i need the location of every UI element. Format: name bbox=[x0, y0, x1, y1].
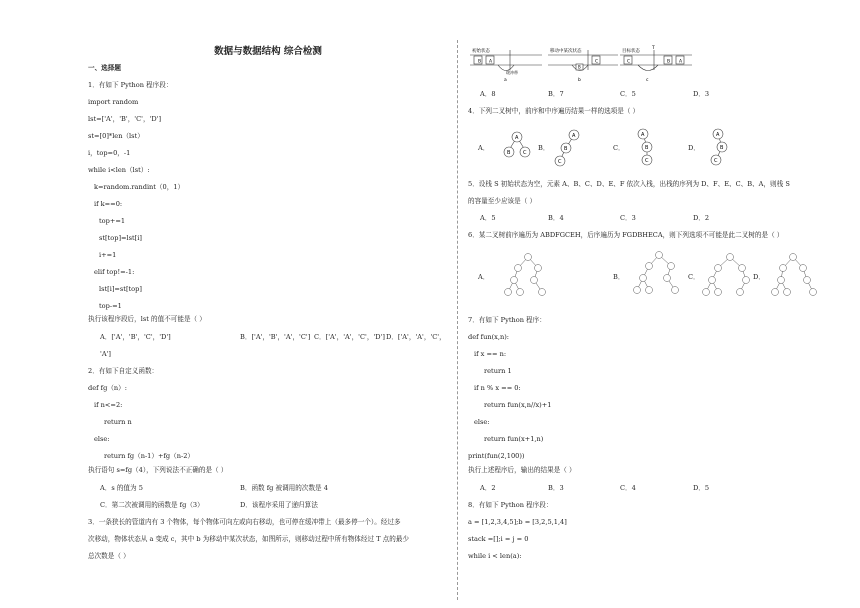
q4-option-a-label: A． bbox=[478, 144, 490, 152]
q2-option-b[interactable]: B．函数 fg 被调用的次数是 4 bbox=[240, 484, 328, 492]
q1-code-line: elif top!=-1: bbox=[94, 268, 135, 276]
buffer-label: 缓冲带 bbox=[506, 70, 518, 75]
q7-option-c[interactable]: C．4 bbox=[620, 484, 636, 492]
q4-option-d-label: D． bbox=[688, 144, 700, 152]
q7-code-line: if x == n: bbox=[474, 350, 507, 358]
q6-option-a-label: A． bbox=[478, 273, 490, 281]
pipe-diagram bbox=[468, 0, 828, 82]
q6-tree-b bbox=[621, 250, 691, 302]
pipe-label-c: 目标状态 bbox=[622, 49, 640, 54]
svg-text:C: C bbox=[645, 158, 649, 164]
q2-code-line: return fg（n-1）+fg（n-2） bbox=[104, 452, 195, 460]
q5-option-b[interactable]: B．4 bbox=[548, 214, 564, 222]
q4-tree-a bbox=[486, 128, 546, 164]
q5-option-a[interactable]: A．5 bbox=[480, 214, 496, 222]
q6-tree-d bbox=[763, 252, 825, 304]
q2-option-d[interactable]: D．该程序采用了递归算法 bbox=[240, 501, 318, 509]
q5-stem-line: 5．设栈 S 初始状态为空，元素 A、B、C、D、E、F 依次入栈，出栈的序列为 D、F、E、C、B、A，则栈 S bbox=[468, 180, 790, 188]
pipe-box-label: C bbox=[627, 59, 631, 65]
q2-code-line: return n bbox=[104, 418, 132, 426]
q1-option-d-cont: 'A'] bbox=[100, 350, 111, 358]
q2-code-line: else: bbox=[94, 435, 110, 443]
q3-option-c[interactable]: C．5 bbox=[620, 90, 636, 98]
q3-option-a[interactable]: A．8 bbox=[480, 90, 496, 98]
q7-stem: 7．有如下 Python 程序： bbox=[468, 316, 546, 324]
svg-text:A: A bbox=[572, 133, 576, 139]
q1-option-a[interactable]: A．['A'，'B'，'C'，'D'] bbox=[100, 333, 171, 341]
q4-stem: 4．下列二叉树中，前序和中序遍历结果一样的选项是（ ） bbox=[468, 107, 640, 115]
pipe-label-b: 移动中某次状态 bbox=[550, 49, 582, 54]
q1-code-line: if k==0: bbox=[94, 200, 123, 208]
svg-text:C: C bbox=[714, 158, 718, 164]
q1-code-line: st[top]=lst[i] bbox=[99, 234, 142, 242]
svg-text:B: B bbox=[645, 145, 649, 151]
q7-option-a[interactable]: A．2 bbox=[480, 484, 496, 492]
q6-tree-a bbox=[496, 252, 566, 304]
q7-question: 执行上述程序后，输出的结果是（ ） bbox=[468, 466, 576, 474]
pipe-caption-b: b bbox=[578, 78, 581, 82]
svg-text:A: A bbox=[716, 132, 720, 138]
q8-stem: 8．有如下 Python 程序段： bbox=[468, 501, 553, 509]
q4-option-c-label: C． bbox=[613, 144, 625, 152]
document-title: 数据与数据结构 综合检测 bbox=[214, 46, 322, 57]
q1-stem: 1．有如下 Python 程序段： bbox=[88, 81, 173, 89]
q5-stem-line: 的容量至少应该是（ ） bbox=[468, 197, 537, 205]
q5-option-d[interactable]: D．2 bbox=[693, 214, 710, 222]
q8-code-line: while i < len(a): bbox=[468, 552, 522, 560]
q2-stem: 2．有如下自定义函数： bbox=[88, 367, 159, 375]
q6-tree-c bbox=[696, 252, 760, 304]
q4-tree-b bbox=[546, 128, 596, 170]
q1-option-b[interactable]: B．['A'，'B'，'A'，'C'] bbox=[240, 333, 311, 341]
pipe-box-label: A bbox=[489, 59, 493, 65]
svg-text:A: A bbox=[515, 135, 519, 141]
q4-tree-d bbox=[696, 128, 746, 170]
pipe-box-label: B bbox=[478, 59, 482, 65]
q1-code-line: top+=1 bbox=[99, 217, 126, 225]
q7-code-line: return fun(x+1,n) bbox=[484, 435, 544, 443]
q7-code-line: return fun(x,n//x)+1 bbox=[484, 401, 552, 409]
q8-code-line: stack =[];i = j = 0 bbox=[468, 535, 529, 543]
q1-code-line: import random bbox=[88, 98, 139, 106]
q1-question: 执行该程序段后，lst 的值不可能是（ ） bbox=[88, 315, 206, 323]
q3-option-d[interactable]: D．3 bbox=[693, 90, 710, 98]
section-heading: 一、选择题 bbox=[88, 64, 121, 72]
q6-option-b-label: B． bbox=[613, 273, 625, 281]
q8-code-line: a = [1,2,3,4,5];b = [3,2,5,1,4] bbox=[468, 518, 567, 526]
q1-option-d[interactable]: D．['A'，'A'，'C'， bbox=[386, 333, 446, 341]
pipe-box-label: C bbox=[595, 59, 599, 65]
q2-question: 执行语句 s=fg（4），下列说法不正确的是（ ） bbox=[88, 466, 228, 474]
q1-code-line: k=random.randint（0，1） bbox=[94, 183, 185, 191]
q6-stem: 6．某二叉树前序遍历为 ABDFGCEH，后序遍历为 FGDBHECA，则下列选项不可能是此二叉树的是（ ） bbox=[468, 231, 784, 239]
pipe-caption-a: a bbox=[504, 78, 507, 82]
q7-option-b[interactable]: B．3 bbox=[548, 484, 564, 492]
pipe-label-a: 初始状态 bbox=[472, 49, 490, 54]
pipe-caption-c: c bbox=[646, 78, 649, 82]
q1-code-line: lst[i]=st[top] bbox=[99, 285, 142, 293]
q6-option-c-label: C． bbox=[688, 273, 700, 281]
q1-code-line: st=[0]*len（lst） bbox=[88, 132, 144, 140]
q7-code-line: if n % x == 0: bbox=[474, 384, 521, 392]
svg-text:B: B bbox=[564, 146, 568, 152]
q2-option-a[interactable]: A．s 的值为 5 bbox=[100, 484, 143, 492]
q4-tree-c bbox=[621, 128, 671, 170]
q7-code-line: def fun(x,n): bbox=[468, 333, 510, 341]
svg-text:C: C bbox=[523, 150, 527, 156]
svg-text:A: A bbox=[641, 132, 645, 138]
q3-option-b[interactable]: B．7 bbox=[548, 90, 564, 98]
q3-stem-line: 3．一条狭长的管道内有 3 个物体，每个物体可向左或向右移动，也可停在缓冲带上（最多停一个）。经过多 bbox=[88, 518, 401, 526]
q2-code-line: if n<=2: bbox=[94, 401, 123, 409]
q1-code-line: lst=['A'，'B'，'C'，'D'] bbox=[88, 115, 162, 123]
q7-code-line: print(fun(2,100)) bbox=[468, 452, 525, 460]
q1-code-line: i+=1 bbox=[99, 251, 117, 259]
pipe-box-label: B bbox=[667, 59, 671, 65]
svg-text:B: B bbox=[507, 150, 511, 156]
pipe-box-label: B bbox=[578, 64, 581, 70]
q5-option-c[interactable]: C．3 bbox=[620, 214, 636, 222]
q7-code-line: return 1 bbox=[484, 367, 512, 375]
q1-code-line: top-=1 bbox=[99, 302, 122, 310]
pipe-box-label: A bbox=[679, 59, 683, 65]
t-point-label: T bbox=[652, 46, 655, 51]
q7-option-d[interactable]: D．5 bbox=[693, 484, 710, 492]
q2-code-line: def fg（n）: bbox=[88, 384, 127, 392]
svg-text:B: B bbox=[720, 145, 724, 151]
svg-text:C: C bbox=[558, 159, 562, 165]
q2-option-c[interactable]: C．第二次被调用的函数是 fg（3） bbox=[100, 501, 204, 509]
column-divider bbox=[457, 40, 458, 600]
q1-code-line: i，top=0，-1 bbox=[88, 149, 131, 157]
q6-option-d-label: D． bbox=[753, 273, 765, 281]
q1-code-line: while i<len（lst）: bbox=[88, 166, 150, 174]
q4-option-b-label: B． bbox=[538, 144, 550, 152]
q3-stem-line: 次移动，物体状态从 a 变成 c，其中 b 为移动中某次状态，如图所示，则移动过程中所有物体经过 T 点的最少 bbox=[88, 535, 410, 543]
q1-option-c[interactable]: C．['A'，'A'，'C'，'D'] bbox=[314, 333, 385, 341]
q3-stem-line: 总次数是（ ） bbox=[88, 552, 130, 560]
q7-code-line: else: bbox=[474, 418, 490, 426]
